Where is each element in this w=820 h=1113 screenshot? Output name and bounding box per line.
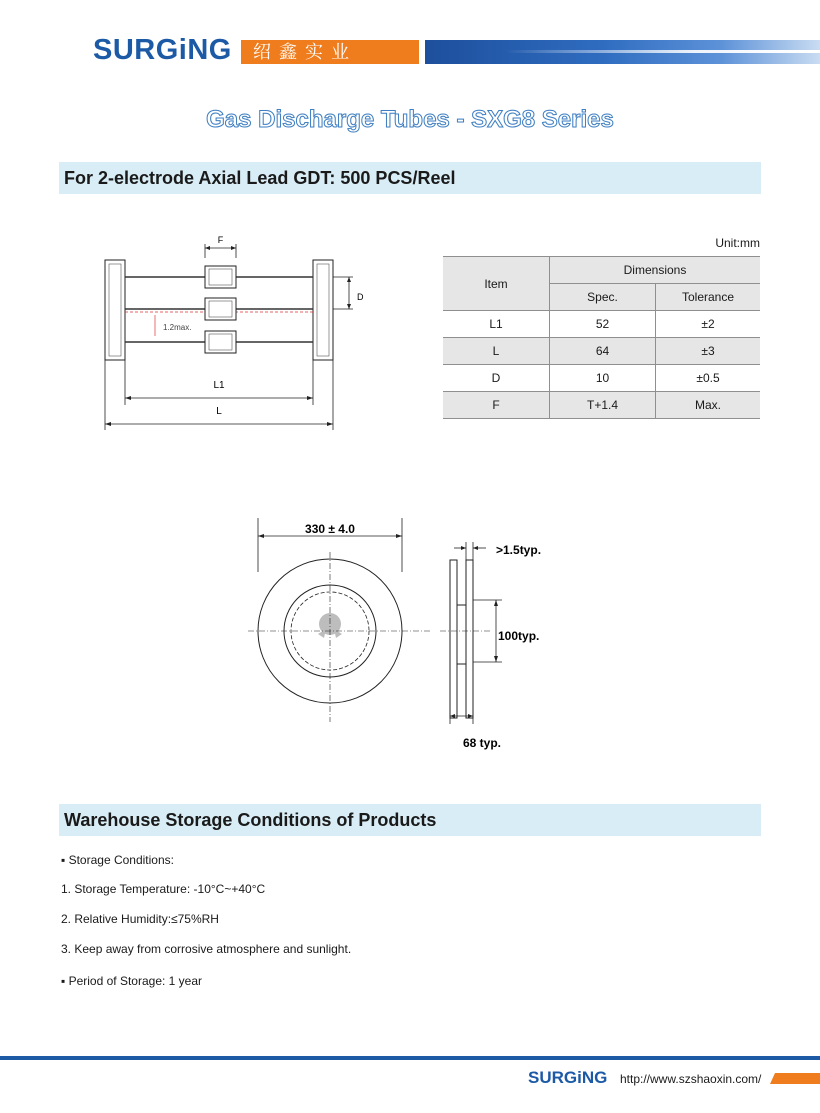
cell-tolerance: ±2 [656,311,761,338]
table-row [443,338,760,365]
header-decor-band [425,40,820,64]
unit-label: Unit:mm [715,236,760,250]
cell-tolerance: Max. [656,392,761,419]
section-heading-packaging: For 2-electrode Axial Lead GDT: 500 PCS/Reel [64,168,456,188]
cell-tolerance: ±3 [656,338,761,365]
brand-logo: SURGiNG [93,34,232,66]
company-name-cn: 绍鑫实业 [241,40,419,64]
storage-item: 1. Storage Temperature: -10°C~+40°C [61,882,266,896]
section-heading-storage: Warehouse Storage Conditions of Products [64,810,437,830]
header-item: Item [443,257,550,311]
cell-item: L1 [443,311,550,338]
table-row [443,365,760,392]
header-tolerance: Tolerance [656,284,761,311]
storage-conditions-label: Storage Conditions: [68,853,174,867]
footer-rule [0,1056,820,1060]
page-title: Gas Discharge Tubes - SXG8 Series [206,106,614,133]
cell-tolerance: ±0.5 [656,365,761,392]
label-width: 68 typ. [462,736,502,750]
label-flange: >1.5typ. [496,543,542,557]
tape-diagram [95,230,364,435]
header-dimensions: Dimensions [550,257,761,284]
table-row [443,392,760,419]
cell-spec: 64 [550,338,656,365]
header-spec: Spec. [550,284,656,311]
cell-item: D [443,365,550,392]
cell-spec: 52 [550,311,656,338]
table-row [443,311,760,338]
dimension-table [443,256,760,419]
label-hub: 100typ. [498,629,540,643]
label-d: D [357,292,364,302]
storage-conditions-title: ▪ Storage Conditions: [61,853,174,867]
footer-decor-tab [770,1073,820,1084]
cell-spec: T+1.4 [550,392,656,419]
label-l1: L1 [213,380,225,391]
cell-item: L [443,338,550,365]
storage-period: ▪ Period of Storage: 1 year [61,974,203,988]
label-f: F [217,235,224,245]
cell-spec: 10 [550,365,656,392]
cell-item: F [443,392,550,419]
label-gap: 1.2max. [163,323,192,332]
reel-diagram [240,512,570,757]
footer-logo: SURGiNG [528,1068,608,1087]
footer-url[interactable]: http://www.szshaoxin.com/ [620,1072,762,1086]
storage-item: 2. Relative Humidity:≤75%RH [61,912,219,926]
label-reel-diameter: 330 ± 4.0 [305,522,355,536]
storage-item: 3. Keep away from corrosive atmosphere and sunlight. [61,942,352,956]
storage-period-label: Period of Storage: 1 year [68,974,203,988]
label-l: L [216,406,222,417]
